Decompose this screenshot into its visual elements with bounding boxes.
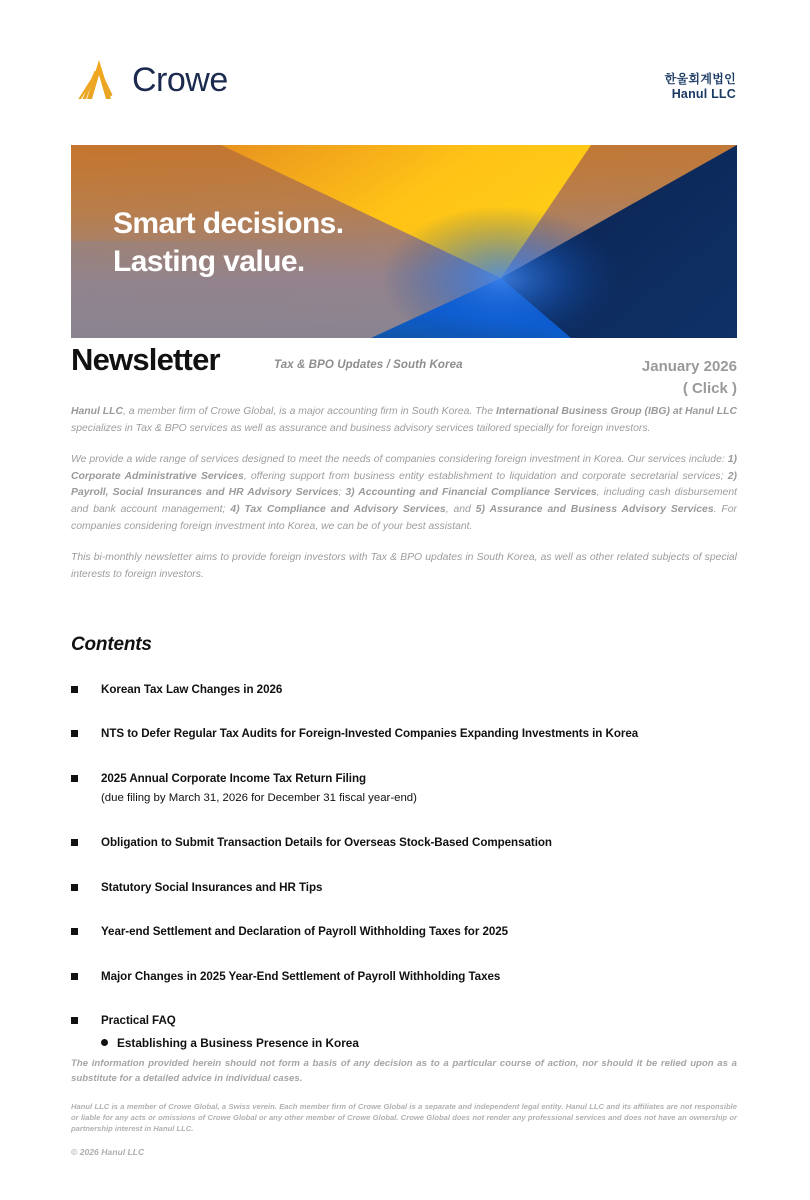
contents-subitem[interactable] [101,1034,751,1052]
intro-paragraph-2: We provide a wide range of services designed to meet the needs of companies considering foreign investment in Korea. Our services include: 1) Corporate Administrative Services, offering support from business entity establishment to liquidation and corporate secretarial services; 2) Payroll, Social Insurances and HR Advisory Services; 3) Accounting and Financial Compliance Services, including cash disbursement and bank account management; 4) Tax Compliance and Advisory Services, and 5) Assurance and Business Advisory Services. For companies considering foreign investment into Korea, we can be of your best assistant. [71,453,738,533]
list-item[interactable] [71,1011,751,1052]
list-item[interactable] [71,833,751,851]
contents-item-label: Practical FAQ [101,1013,176,1027]
square-bullet-icon [71,973,78,980]
square-bullet-icon [71,839,78,846]
square-bullet-icon [71,884,78,891]
list-item[interactable] [71,922,751,940]
newsletter-title-row [71,342,737,397]
firm-name-english: Hanul LLC [671,87,736,101]
banner-tagline-line1: Smart decisions. [113,207,344,240]
contents-subitem-label: Establishing a Business Presence in Korea [117,1036,359,1051]
page-footer [71,1056,737,1157]
round-bullet-icon [101,1039,108,1046]
page-header [0,0,810,140]
hero-banner [71,145,737,338]
crowe-chevron-logo-icon [78,58,120,102]
firm-identity [665,72,736,103]
crowe-wordmark: Crowe [132,61,228,99]
click-link[interactable]: ( Click ) [682,379,737,397]
page-title: Newsletter [71,342,220,377]
contents-item-label: Year-end Settlement and Declaration of Payroll Withholding Taxes for 2025 [101,925,509,939]
list-item[interactable] [71,967,751,985]
firm-name-korean: 한울회계법인 [664,72,736,86]
footer-disclaimer: The information provided herein should not form a basis of any decision as to a particular course of action, nor should it be relied upon as a substitute for a detailed advice in individual cases. [71,1058,737,1085]
page-subtitle: Tax & BPO Updates / South Korea [274,359,463,371]
contents-item-label: Korean Tax Law Changes in 2026 [101,683,283,696]
list-item[interactable] [71,878,751,896]
crowe-logo[interactable] [78,58,228,102]
list-item[interactable] [71,680,751,698]
square-bullet-icon [71,928,78,935]
contents-item-label: Obligation to Submit Transaction Details for Overseas Stock-Based Compensation [101,836,552,850]
square-bullet-icon [71,775,78,782]
footer-copyright: © 2026 Hanul LLC [71,1147,145,1158]
contents-heading: Contents [71,634,152,655]
footer-fineprint: Hanul LLC is a member of Crowe Global, a Swiss verein. Each member firm of Crowe Global is a separate and independent legal entity. Hanul LLC and its affiliates are not responsible or liable for any acts or omissions of Crowe Global or any other member of Crowe Global. Crowe Global does not render any professional services and does not have an ownership or partnership interest in Hanul LLC. [71,1101,737,1134]
square-bullet-icon [71,730,78,737]
issue-date-block[interactable] [642,356,737,400]
intro-section [71,404,737,598]
list-item[interactable] [71,724,751,742]
square-bullet-icon [71,1017,78,1024]
banner-tagline-line2: Lasting value. [113,245,305,279]
contents-list [71,680,751,1078]
banner-tagline [113,205,344,282]
intro-paragraph-3: This bi-monthly newsletter aims to provide foreign investors with Tax & BPO updates in South Korea, as well as other related subjects of special interests to foreign investors. [71,551,737,580]
issue-date: January 2026 [641,358,737,375]
contents-item-note: (due filing by March 31, 2026 for December 31 fiscal year-end) [101,792,417,805]
square-bullet-icon [71,686,78,693]
list-item[interactable] [71,769,751,808]
contents-item-label: Statutory Social Insurances and HR Tips [101,880,323,894]
contents-item-label: Major Changes in 2025 Year-End Settlement of Payroll Withholding Taxes [101,969,501,983]
contents-item-label: 2025 Annual Corporate Income Tax Return Filing [101,771,367,785]
contents-item-label: NTS to Defer Regular Tax Audits for Foreign-Invested Companies Expanding Investments in Korea [101,727,639,741]
intro-paragraph-1: Hanul LLC, a member firm of Crowe Global, is a major accounting firm in South Korea. The International Business Group (IBG) at Hanul LLC specializes in Tax & BPO services as well as assurance and business advisory services tailored specially for foreign investors. [71,406,737,434]
